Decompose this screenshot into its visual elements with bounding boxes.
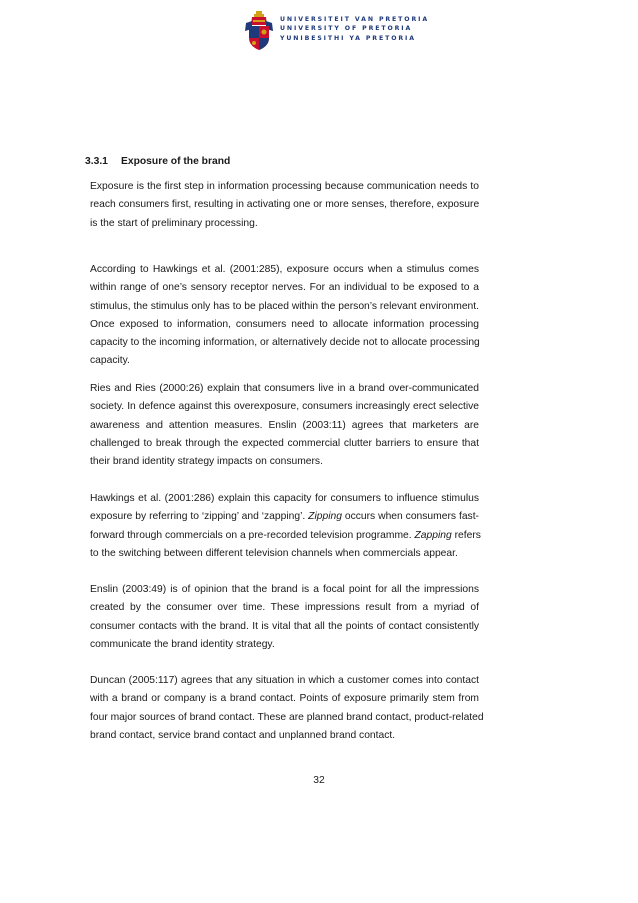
line-text: exposure by referring to ‘zipping’ and ‘zapping’.: [90, 511, 309, 523]
line-text: refers: [451, 529, 481, 541]
paragraph-line: Enslin (2003:49) is of opinion that the brand is a focal point for all the impressions: [90, 584, 479, 595]
paragraph-line: brand contact, service brand contact and unplanned brand contact.: [90, 729, 396, 741]
paragraph-line: consumer contacts with the brand. It is vital that all the points of contact consistently: [90, 620, 479, 632]
paragraph-line: is the start of preliminary processing.: [90, 217, 258, 229]
paragraph-line: their brand identity strategy impacts on consumers.: [90, 456, 323, 468]
paragraph-line: stimulus, the stimulus only has to be placed within the person’s relevant environment.: [90, 300, 479, 312]
paragraph-4: [90, 490, 479, 563]
paragraph-line: Hawkings et al. (2001:286) explain this capacity for consumers to influence stimulus: [90, 493, 479, 504]
paragraph-line: with a brand or company is a brand contact. Points of exposure primarily stem from: [90, 693, 479, 705]
university-name-english: UNIVERSITY OF PRETORIA: [280, 25, 413, 33]
university-logo: [244, 11, 430, 51]
paragraph-line: created by the consumer over time. These impressions result from a myriad of: [90, 602, 479, 614]
paragraph-line: to the switching between different television channels when commercials appear.: [90, 547, 458, 559]
paragraph-1: [90, 178, 479, 233]
paragraph-line: challenged to break through the expected commercial clutter barriers to ensure that: [90, 437, 479, 449]
paragraph-line: [90, 508, 479, 526]
paragraph-3: [90, 380, 479, 471]
paragraph-line: capacity.: [90, 355, 130, 367]
paragraph-line: within range of one’s sensory receptor nerves. For an individual to be exposed to a: [90, 282, 479, 294]
paragraph-line: [90, 527, 479, 545]
term-zipping: Zipping: [308, 511, 342, 523]
university-name-sepedi: YUNIBESITHI YA PRETORIA: [280, 34, 416, 42]
page-number: 32: [313, 775, 325, 786]
paragraph-line: Once exposed to information, consumers need to allocate information processing: [90, 318, 479, 330]
paragraph-line: awareness and attention measures. Enslin (2003:11) agrees that marketers are: [90, 419, 479, 431]
section-number: 3.3.1: [85, 156, 108, 167]
university-names: [280, 15, 429, 43]
paragraph-6: [90, 672, 484, 745]
line-text: occurs when consumers fast-: [341, 511, 479, 523]
paragraph-line: Ries and Ries (2000:26) explain that consumers live in a brand over-communicated: [90, 383, 479, 394]
paragraph-line: Exposure is the first step in information processing because communication needs to: [90, 181, 479, 192]
paragraph-line: society. In defence against this overexposure, consumers increasingly erect selective: [90, 401, 479, 413]
university-crest-icon: [244, 11, 274, 51]
paragraph-line: Duncan (2005:117) agrees that any situation in which a customer comes into contact: [90, 675, 479, 686]
paragraph-line: capacity to the incoming information, or alternatively decide not to allocate processing: [90, 337, 480, 349]
term-zapping: Zapping: [414, 529, 452, 541]
line-text: forward through commercials on a pre-recorded television programme.: [90, 529, 415, 541]
paragraph-2: [90, 261, 479, 371]
paragraph-line: four major sources of brand contact. These are planned brand contact, product-related: [90, 711, 484, 723]
university-name-afrikaans: UNIVERSITEIT VAN PRETORIA: [280, 16, 430, 23]
paragraph-5: [90, 581, 479, 654]
section-heading: [85, 156, 230, 167]
paragraph-line: communicate the brand identity strategy.: [90, 638, 275, 650]
section-title: Exposure of the brand: [121, 156, 231, 167]
paragraph-line: reach consumers first, resulting in activating one or more senses, therefore, exposure: [90, 199, 480, 211]
paragraph-line: According to Hawkings et al. (2001:285), exposure occurs when a stimulus comes: [90, 264, 479, 275]
